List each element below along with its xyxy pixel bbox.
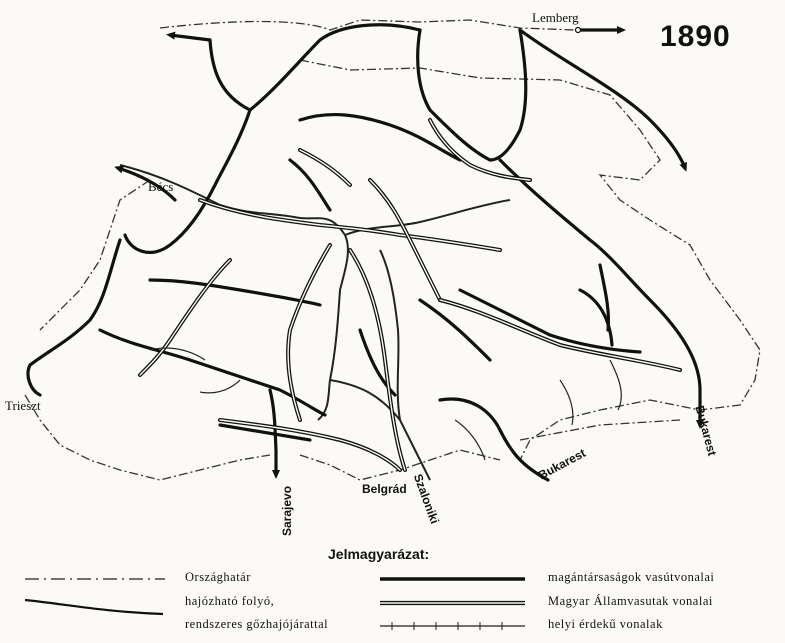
legend-label-local: helyi érdekű vonalak — [548, 617, 663, 631]
city-label-lemberg: Lemberg — [532, 10, 579, 25]
city-label-bukarest-east: Bukarest — [692, 404, 720, 458]
legend-symbol-state — [380, 598, 525, 608]
city-label-szaloniki: Szaloniki — [410, 472, 442, 526]
city-label-becs: Bécs — [148, 179, 174, 194]
city-label-sarajevo: Sarajevo — [280, 485, 294, 536]
city-label-belgrad: Belgrád — [362, 482, 407, 496]
legend — [0, 540, 785, 643]
lemberg-marker — [576, 28, 581, 33]
legend-label-state: Magyar Államvasutak vonalai — [548, 594, 713, 608]
city-label-trieszt: Trieszt — [5, 398, 41, 413]
city-label-bukarest-south: Bukarest — [536, 445, 588, 483]
legend-symbol-local — [380, 620, 525, 632]
legend-label-river-2: rendszeres gőzhajójárattal — [185, 617, 329, 631]
legend-label-border: Országhatár — [185, 570, 251, 584]
legend-label-river-1: hajózható folyó, — [185, 594, 275, 608]
legend-symbol-private — [380, 574, 525, 584]
private-railways — [28, 25, 700, 483]
legend-symbol-border — [25, 572, 165, 586]
legend-label-private: magántársaságok vasútvonalai — [548, 570, 715, 584]
legend-symbol-river — [25, 596, 165, 616]
map-year: 1890 — [660, 20, 731, 53]
legend-title: Jelmagyarázat: — [328, 546, 430, 562]
